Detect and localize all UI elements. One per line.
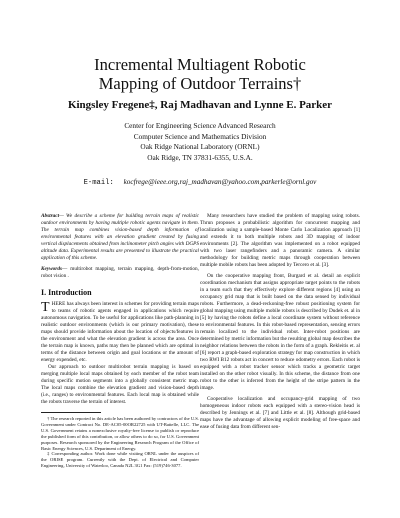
paper-title <box>0 55 400 93</box>
affiliation-line-2: Computer Science and Mathematics Division <box>133 131 267 141</box>
drop-cap: T <box>41 300 50 315</box>
title-line-2: Mapping of Outdoor Terrains† <box>98 74 302 93</box>
footnote-corresponding-author: ‡ Corresponding author. Work done while visiting ORNL under the auspices of the ORISE program. Currently with the Dept. of Electrical and Computer Engineering, University of Waterloo, Canada N2L 3G1 Fax: (519)746-3077. <box>41 451 199 469</box>
left-column <box>41 213 199 469</box>
email-addresses[interactable]: kocfrege@ieee.org,raj_madhavan@yahoo.com,parkerle@ornl.gov <box>123 178 317 186</box>
affiliation-line-3: Oak Ridge National Laboratory (ORNL) <box>140 142 260 152</box>
right-column <box>200 213 360 435</box>
right-paragraph-1: Many researchers have studied the problem of mapping using robots. Thrun proposes a probabilistic algorithm for concurrent mapping and localization using a sample-based Monte Carlo Localization approach [1] and extends it to both multiple robots and 3D mapping of indoor environments [2]. The algorithm was implemented on a robot equipped with two laser rangefinders and a panoramic camera. A similar methodology for building metric maps through cooperation between multiple mobile robots has been adopted by Tercero et al. [3]. <box>200 213 360 268</box>
title-line-1: Incremental Multiagent Robotic <box>94 55 306 74</box>
section-heading-introduction: I. Introduction <box>41 288 92 297</box>
email-line <box>0 178 400 187</box>
keywords <box>41 266 199 280</box>
intro-paragraph-1 <box>41 301 199 364</box>
abstract-text: — We describe a scheme for building terrain maps of realistic outdoor environments by having multiple robotic agents navigate in them. The terrain map combines vision-based depth information of environmental features with an elevation gradient created by fusing vertical displacements obtained from inclinometer pitch angles with DGPS altitude data. Experimental results are presented to illustrate the practical application of this scheme. <box>41 213 199 261</box>
affiliation-line-4: Oak Ridge, TN 37831-6355, U.S.A. <box>147 152 253 162</box>
footnote-rule <box>41 412 101 413</box>
author-list: Kingsley Fregene‡, Raj Madhavan and Lynne E. Parker <box>67 99 333 111</box>
abstract-label: Abstract <box>41 213 60 219</box>
affiliation-line-1: Center for Engineering Science Advanced Research <box>124 121 276 130</box>
email-label: E-mail: <box>83 179 114 187</box>
intro-paragraph-1-text: HERE has always been interest in schemes for providing terrain maps to teams of robotic agents engaged in applications which require autonomous navigation. To be useful for applications like path-planning in realistic outdoor environments (which is our primary motivation), these maps should provide information about the location of objects/features in the environment and what the elevation gradient is across the area. Once the terrain map is known, paths may then be planned which are optimal in terms of the distance between origin and goal locations or the amount of energy expended, etc. <box>41 301 199 363</box>
footnote-funding: † The research reported in this article has been authored by contractors of the U.S. Government under Contract No. DE-AC05-00OR22725 with UT-Battelle, LLC. The U.S. Government retains a nonexclusive royalty-free license to publish or reproduce the published form of this contribution, or allow others to do so, for U.S. Government purposes. Research sponsored by the Engineering Research Program of the Office of Basic Energy Sciences, U.S. Department of Energy. <box>41 416 199 451</box>
right-paragraph-2: On the cooperative mapping front, Burgard et al. detail an explicit coordination mechanism that assigns appropriate target points to the robots in a team such that they effectively explore different regions [4] using an occupancy grid map that is built based on the data sensed by individual robots. Furthermore, a dead-reckoning-free robust positioning system for global mapping using multiple mobile robots is described by Dudek et. al in [5] by having the robots define a local coordinate system without reference to environmental features. In this robot-based representation, sensing errors remain localized to the individual robot. Inter-robot positions are determined by metric information but the resulting global map describes the neighbor relations between the robots in the form of a graph. Rekleitis et. al [6] report a graph-based exploration strategy for map construction in which two RWI B12 robots act in concert to reduce odometry errors. Each robot is equipped with a robot tracker sensor which tracks a geometric target installed on the other robot visually. In this scheme, the distance from one robot to the other is inferred from the height of the stripe pattern in the image. <box>200 273 360 391</box>
right-paragraph-3: Cooperative localization and occupancy-grid mapping of two homogeneous indoor robots each equipped with a stereo-vision head is described by Jennings et al. [7] and Little et al. [8]. Although grid-based maps have the advantage of allowing explicit modeling of free-space and ease of fusing data from different sen- <box>200 396 360 430</box>
keywords-text: — multirobot mapping, terrain mapping, depth-from-motion, robot vision . <box>41 266 199 279</box>
affiliation <box>0 121 400 163</box>
keywords-label: Keywords <box>41 266 62 272</box>
intro-paragraph-2: Our approach to outdoor multirobot terrain mapping is based on merging multiple local maps obtained by each member of the robot team during specific motion segments into a globally consistent metric map. The local maps combine the elevation gradient and vision-based depth (i.e., ranges) to environmental features. Each local map is obtained while the robots traverse the terrain of interest. <box>41 364 199 405</box>
abstract <box>41 213 199 262</box>
